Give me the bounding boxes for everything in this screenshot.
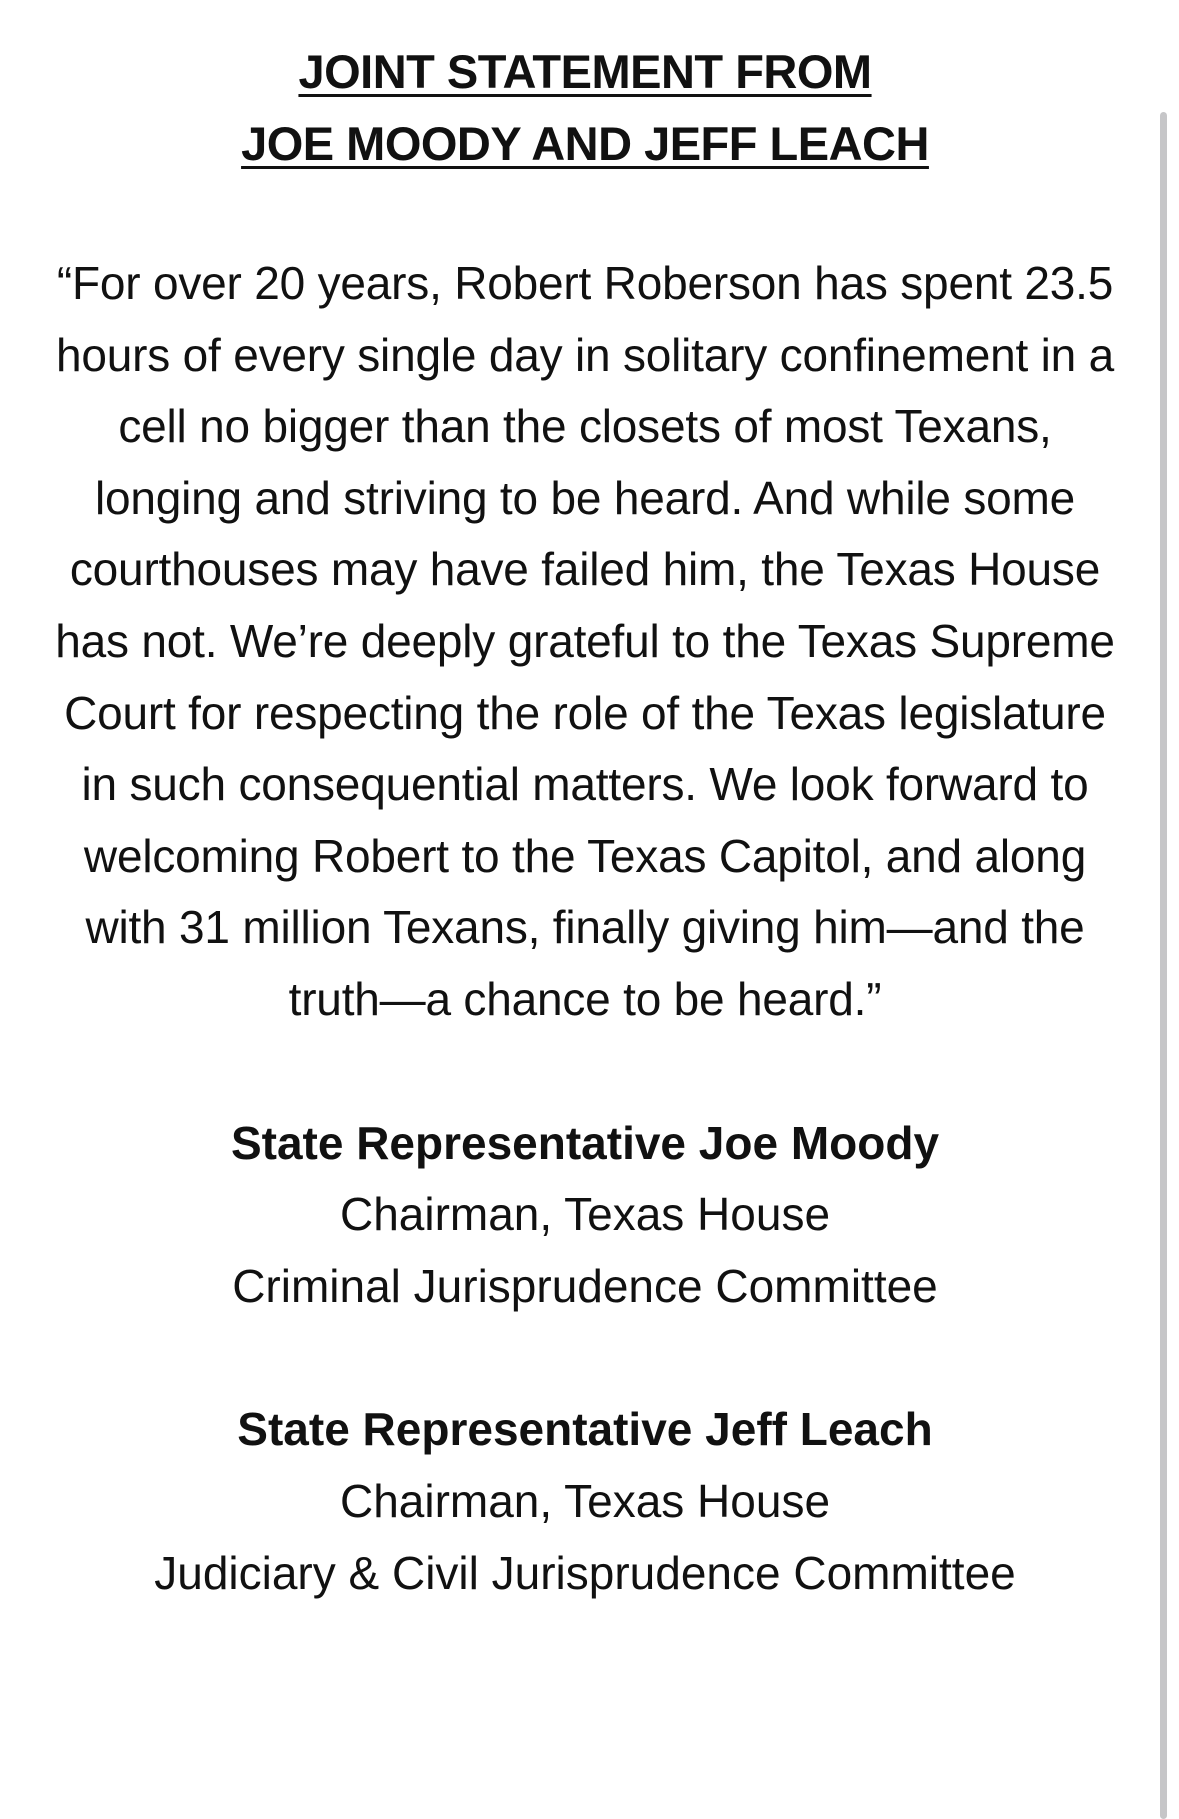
title-line-1: JOINT STATEMENT FROM — [298, 45, 872, 98]
signatory-committee: Criminal Jurisprudence Committee — [232, 1259, 938, 1312]
statement-content — [40, 36, 1130, 1609]
scrollbar-thumb[interactable] — [1160, 112, 1167, 1819]
title-line-2: JOE MOODY AND JEFF LEACH — [241, 117, 929, 170]
signatory-name: State Representative Joe Moody — [230, 1116, 940, 1169]
statement-body: “For over 20 years, Robert Roberson has spent 23.5 hours of every single day in solitary confinement in a cell no bigger than the closets of most Texans, longing and striving to be heard. And while some courthouses may have failed him, the Texas House has not. We’re deeply grateful to the Texas Supreme Court for respecting the role of the Texas legislature in such consequential matters. We look forward to welcoming Robert to the Texas Capitol, and along with 31 million Texans, finally giving him—and the truth—a chance to be heard.” — [55, 257, 1115, 1025]
signatory-name: State Representative Jeff Leach — [237, 1403, 933, 1456]
statement-title — [40, 36, 1130, 180]
signatory-jeff-leach — [40, 1394, 1130, 1609]
signatory-joe-moody — [40, 1108, 1130, 1323]
signatory-committee: Judiciary & Civil Jurisprudence Committee — [154, 1546, 1016, 1599]
vertical-scrollbar[interactable] — [1160, 112, 1167, 1819]
signatory-title: Chairman, Texas House — [339, 1188, 831, 1241]
signatory-title: Chairman, Texas House — [339, 1474, 831, 1527]
